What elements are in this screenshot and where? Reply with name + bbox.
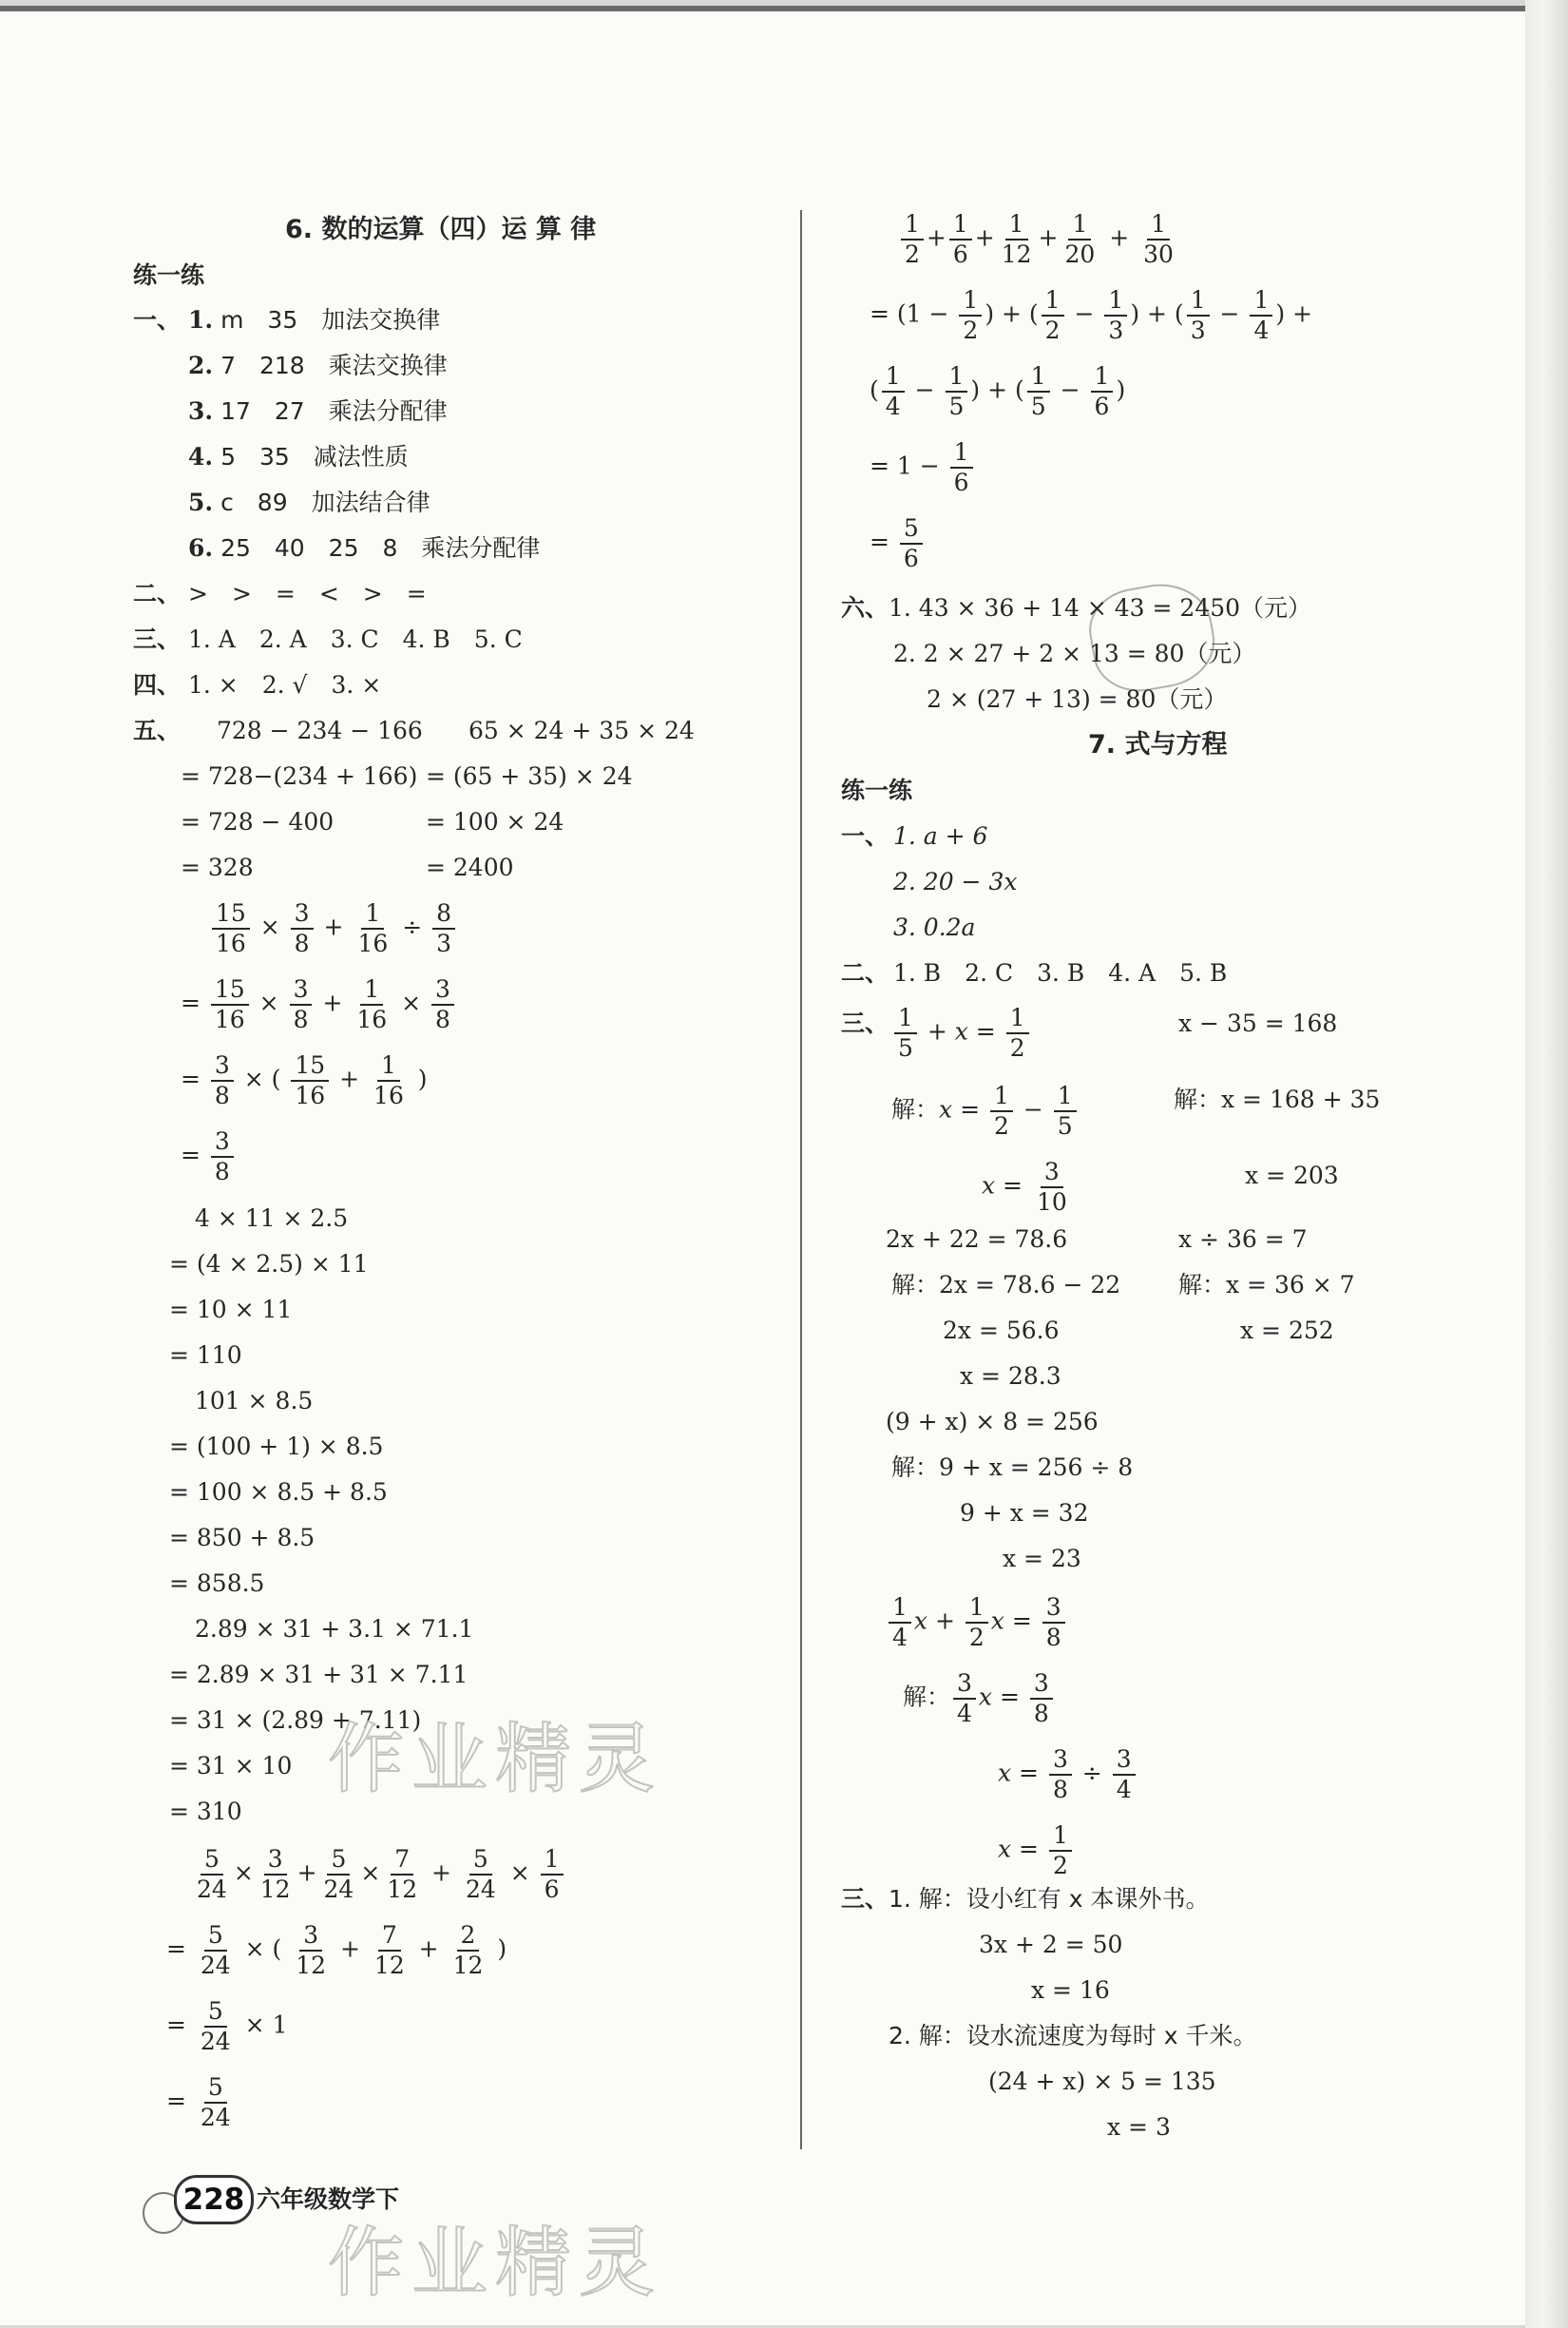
equation: x = 16 — [1031, 1976, 1110, 2004]
q2-answers: > > = < > = — [188, 580, 427, 607]
equation: 2x = 56.6 — [943, 1317, 1060, 1344]
calc-line: = (4 × 2.5) × 11 — [169, 1250, 369, 1278]
fraction-expression: = $\frac{5}{24}$ × ( $\frac{3}{12}$ + $\frac{7}{12}$ + $\frac{2}{12}$ ) — [166, 1921, 507, 1979]
calc-line: = 728−(234 + 166) — [181, 762, 418, 790]
q5-mark: 五、 — [133, 717, 182, 744]
q6-line: 1. 43 × 36 + 14 × 43 = 2450（元） — [889, 594, 1312, 622]
word-problem: 1. 解：设小红有 x 本课外书。 — [889, 1885, 1210, 1913]
fraction-expression: $\frac{5}{24}$ × $\frac{3}{12}$ + $\frac{5}{24}$ × $\frac{7}{12}$ + $\frac{5}{24}$ × $\frac{1}{6}$ — [190, 1845, 566, 1904]
equation: 解：x = 36 × 7 — [1178, 1271, 1355, 1299]
q1-item: 4. 5 35 减法性质 — [188, 443, 409, 471]
calc-line: 2.89 × 31 + 3.1 × 71.1 — [195, 1615, 474, 1643]
q1-item: 2. 7 218 乘法交换律 — [188, 352, 448, 379]
equation: 解： $\frac{3}{4}$ x = $\frac{3}{8}$ — [903, 1669, 1056, 1728]
page-edge — [1525, 0, 1568, 2328]
equation: x = 23 — [1003, 1545, 1081, 1572]
equation: x = 203 — [1245, 1162, 1339, 1189]
equation: $\frac{1}{5}$ + x = $\frac{1}{2}$ — [891, 1004, 1032, 1063]
q1-item: 5. c 89 加法结合律 — [188, 489, 430, 516]
calc-line: = 2.89 × 31 + 31 × 7.11 — [169, 1661, 468, 1688]
fraction-sum: $\frac{1}{2}$ + $\frac{1}{6}$ + $\frac{1}{12}$ + $\frac{1}{20}$ + $\frac{1}{30}$ — [898, 210, 1180, 269]
calc-line: = 10 × 11 — [169, 1296, 293, 1323]
q3-mark: 三、 — [133, 625, 182, 653]
section-7-title: 7. 式与方程 — [1088, 730, 1228, 760]
top-border — [0, 6, 1568, 11]
fraction-expression: = $\frac{15}{16}$ × $\frac{3}{8}$ + $\frac{1}{16}$ × $\frac{3}{8}$ — [181, 975, 457, 1034]
calc-line: 728 − 234 − 166 — [217, 717, 423, 744]
fraction-expression: = $\frac{5}{24}$ × 1 — [166, 1997, 288, 2055]
fraction-sum: = $\frac{5}{6}$ — [870, 514, 926, 573]
page-number: 228 — [174, 2175, 254, 2224]
equation: x − 35 = 168 — [1178, 1010, 1338, 1037]
calc-line: = 110 — [169, 1341, 242, 1369]
equation: (9 + x) × 8 = 256 — [886, 1408, 1099, 1435]
q1-mark: 一、 — [133, 306, 182, 334]
equation: (24 + x) × 5 = 135 — [988, 2068, 1216, 2095]
answer-page — [0, 6, 1525, 2325]
q2-mark: 二、 — [133, 580, 182, 607]
calc-line: = 100 × 24 — [426, 808, 564, 836]
equation: 解：2x = 78.6 − 22 — [891, 1271, 1121, 1299]
q1-item: 1. m 35 加法交换律 — [188, 306, 441, 334]
equation: 解：x = 168 + 35 — [1174, 1086, 1381, 1113]
calc-line: 65 × 24 + 35 × 24 — [468, 717, 695, 744]
practice-heading: 练一练 — [133, 261, 205, 289]
equation: 解：9 + x = 256 ÷ 8 — [891, 1453, 1134, 1481]
q1-item: 6. 25 40 25 8 乘法分配律 — [188, 534, 541, 562]
calc-line: = 100 × 8.5 + 8.5 — [169, 1478, 388, 1506]
r-q4-mark: 三、 — [841, 1885, 889, 1913]
calc-line: = 31 × 10 — [169, 1752, 293, 1780]
column-divider — [800, 210, 802, 2149]
fraction-expression: = $\frac{3}{8}$ × ( $\frac{15}{16}$ + $\frac{1}{16}$ ) — [181, 1051, 428, 1109]
calc-line: 101 × 8.5 — [195, 1387, 314, 1414]
q6-line: 2. 2 × 27 + 2 × 13 = 80（元） — [893, 640, 1256, 667]
equation: 解：x = $\frac{1}{2}$ − $\frac{1}{5}$ — [891, 1082, 1080, 1141]
calc-line: = 858.5 — [169, 1569, 265, 1597]
q4-answers: 1. × 2. √ 3. × — [188, 671, 382, 699]
equation: x = $\frac{1}{2}$ — [998, 1821, 1075, 1880]
watermark: 作业精灵 — [328, 1715, 662, 1803]
equation: 3x + 2 = 50 — [979, 1931, 1123, 1958]
equation: x = 252 — [1240, 1317, 1334, 1344]
calc-line: 4 × 11 × 2.5 — [195, 1204, 349, 1232]
q3-answers: 1. A 2. A 3. C 4. B 5. C — [188, 625, 523, 653]
fraction-expression: = $\frac{3}{8}$ — [181, 1127, 237, 1186]
calc-line: = 728 − 400 — [181, 808, 335, 836]
r-q1-line: 3. 0.2a — [893, 914, 976, 941]
calc-line: = 328 — [181, 854, 254, 881]
q4-mark: 四、 — [133, 671, 182, 699]
r-q1-mark: 一、 — [841, 822, 889, 850]
fraction-sum: = (1 − $\frac{1}{2}$ ) + ( $\frac{1}{2}$ − $\frac{1}{3}$ ) + ( $\frac{1}{3}$ − $\frac{1}{4}$ ) + — [870, 286, 1312, 344]
calc-line: = 850 + 8.5 — [169, 1524, 316, 1551]
r-q1-line: 2. 20 − 3x — [893, 868, 1018, 895]
r-q2-mark: 二、 — [841, 959, 889, 987]
fraction-sum: = 1 − $\frac{1}{6}$ — [870, 438, 976, 497]
calc-line: = 310 — [169, 1798, 242, 1825]
equation: x = $\frac{3}{10}$ — [982, 1158, 1067, 1216]
r-q1-line: 1. a + 6 — [893, 822, 988, 850]
calc-line: = (65 + 35) × 24 — [426, 762, 633, 790]
word-problem: 2. 解：设水流速度为每时 x 千米。 — [889, 2022, 1257, 2049]
fraction-sum: ( $\frac{1}{4}$ − $\frac{1}{5}$ ) + ( $\frac{1}{5}$ − $\frac{1}{6}$ ) — [870, 362, 1126, 420]
q6-mark: 六、 — [841, 594, 889, 622]
r-q3-mark: 三、 — [841, 1010, 889, 1037]
r-q2-answers: 1. B 2. C 3. B 4. A 5. B — [893, 959, 1228, 987]
equation: 9 + x = 32 — [960, 1499, 1089, 1527]
fraction-expression: $\frac{15}{16}$ × $\frac{3}{8}$ + $\frac{1}{16}$ ÷ $\frac{8}{3}$ — [209, 899, 458, 958]
calc-line: = (100 + 1) × 8.5 — [169, 1433, 384, 1460]
equation: $\frac{1}{4}$ x + $\frac{1}{2}$ x = $\frac{3}{8}$ — [886, 1593, 1068, 1652]
section-6-title: 6. 数的运算（四）运 算 律 — [285, 215, 597, 244]
calc-line: = 2400 — [426, 854, 514, 881]
equation: x = $\frac{3}{8}$ ÷ $\frac{3}{4}$ — [998, 1745, 1138, 1804]
q6-line: 2 × (27 + 13) = 80（元） — [927, 685, 1228, 713]
equation: x ÷ 36 = 7 — [1178, 1225, 1308, 1253]
equation: 2x + 22 = 78.6 — [886, 1225, 1068, 1253]
equation: x = 3 — [1107, 2113, 1171, 2141]
practice-heading: 练一练 — [841, 777, 913, 804]
fraction-expression: = $\frac{5}{24}$ — [166, 2073, 231, 2131]
book-label: 六年级数学下 — [257, 2185, 400, 2213]
calc-line: = 31 × (2.89 + 7.11) — [169, 1706, 422, 1734]
q1-item: 3. 17 27 乘法分配律 — [188, 397, 448, 425]
equation: x = 28.3 — [960, 1362, 1061, 1390]
watermark: 作业精灵 — [328, 2219, 662, 2307]
